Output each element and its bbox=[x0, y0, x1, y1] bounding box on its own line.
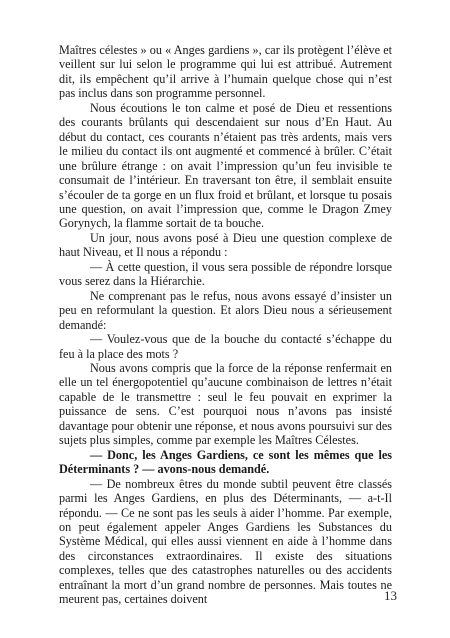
paragraph-3: Un jour, nous avons posé à Dieu une question complexe de haut Niveau, et Il nous a répondu : bbox=[59, 230, 392, 260]
paragraph-4: — À cette question, il vous sera possible de répondre lorsque vous serez dans la Hiérarchie. bbox=[59, 259, 392, 289]
paragraph-9: — De nombreux êtres du monde subtil peuvent être classés parmi les Anges Gardiens, en plus des Déterminants, — a-t-Il répondu. — Ce ne sont pas les seuls à aider l’homme. Par exemple, on peut également appeler Anges Gardiens les Substances du Système Médical, qui elles aussi viennent en aide à l’homme dans des circonstances extraordinaires. Il existe des situations complexes, telles que des catastrophes naturelles ou des accidents entraînant la mort d’un grand nombre de personnes. Mais toutes ne meurent pas, certaines doivent bbox=[59, 476, 392, 607]
paragraph-1: Maîtres célestes » ou « Anges gardiens », car ils protègent l’élève et veillent sur lui selon le programme qui lui est attribué. Autrement dit, ils empêchent qu’il arrive à l’humain quelque chose qui n’est pas inclus dans son programme personnel. bbox=[59, 43, 392, 101]
paragraph-2: Nous écoutions le ton calme et posé de Dieu et ressentions des courants brûlants qui descendaient sur nous d’En Haut. Au début du contact, ces courants n’étaient pas très ardents, mais vers le milieu du contact ils ont augmenté et commencé à brûler. C’était une brûlure étrange : on avait l’impression qu’un feu invisible te consumait de l’intérieur. En traversant ton être, il semblait ensuite s’écouler de ta gorge en un flux froid et brûlant, et lorsque tu posais une question, on avait l’impression que, comme le Dragon Zmey Gorynych, la flamme sortait de ta bouche. bbox=[59, 100, 392, 231]
page-number: 13 bbox=[384, 588, 397, 603]
paragraph-7: Nous avons compris que la force de la réponse renfermait en elle un tel énergopotentiel qu’aucune combinaison de lettres n’était capable de le transmettre : seul le feu pouvait en exprimer la puissance de sens. C’est pourquoi nous n’avons pas insisté davantage pour obtenir une réponse, et nous avons poursuivi sur des sujets plus simples, comme par exemple les Maîtres Célestes. bbox=[59, 360, 392, 448]
paragraph-5: Ne comprenant pas le refus, nous avons essayé d’insister un peu en reformulant la question. Et alors Dieu nous a sérieusement demandé: bbox=[59, 288, 392, 332]
body-text bbox=[59, 43, 392, 607]
paragraph-6: — Voulez-vous que de la bouche du contacté s’échappe du feu à la place des mots ? bbox=[59, 332, 392, 361]
paragraph-8-question: — Donc, les Anges Gardiens, ce sont les mêmes que les Déterminants ? — avons-nous demandé. bbox=[59, 447, 392, 477]
